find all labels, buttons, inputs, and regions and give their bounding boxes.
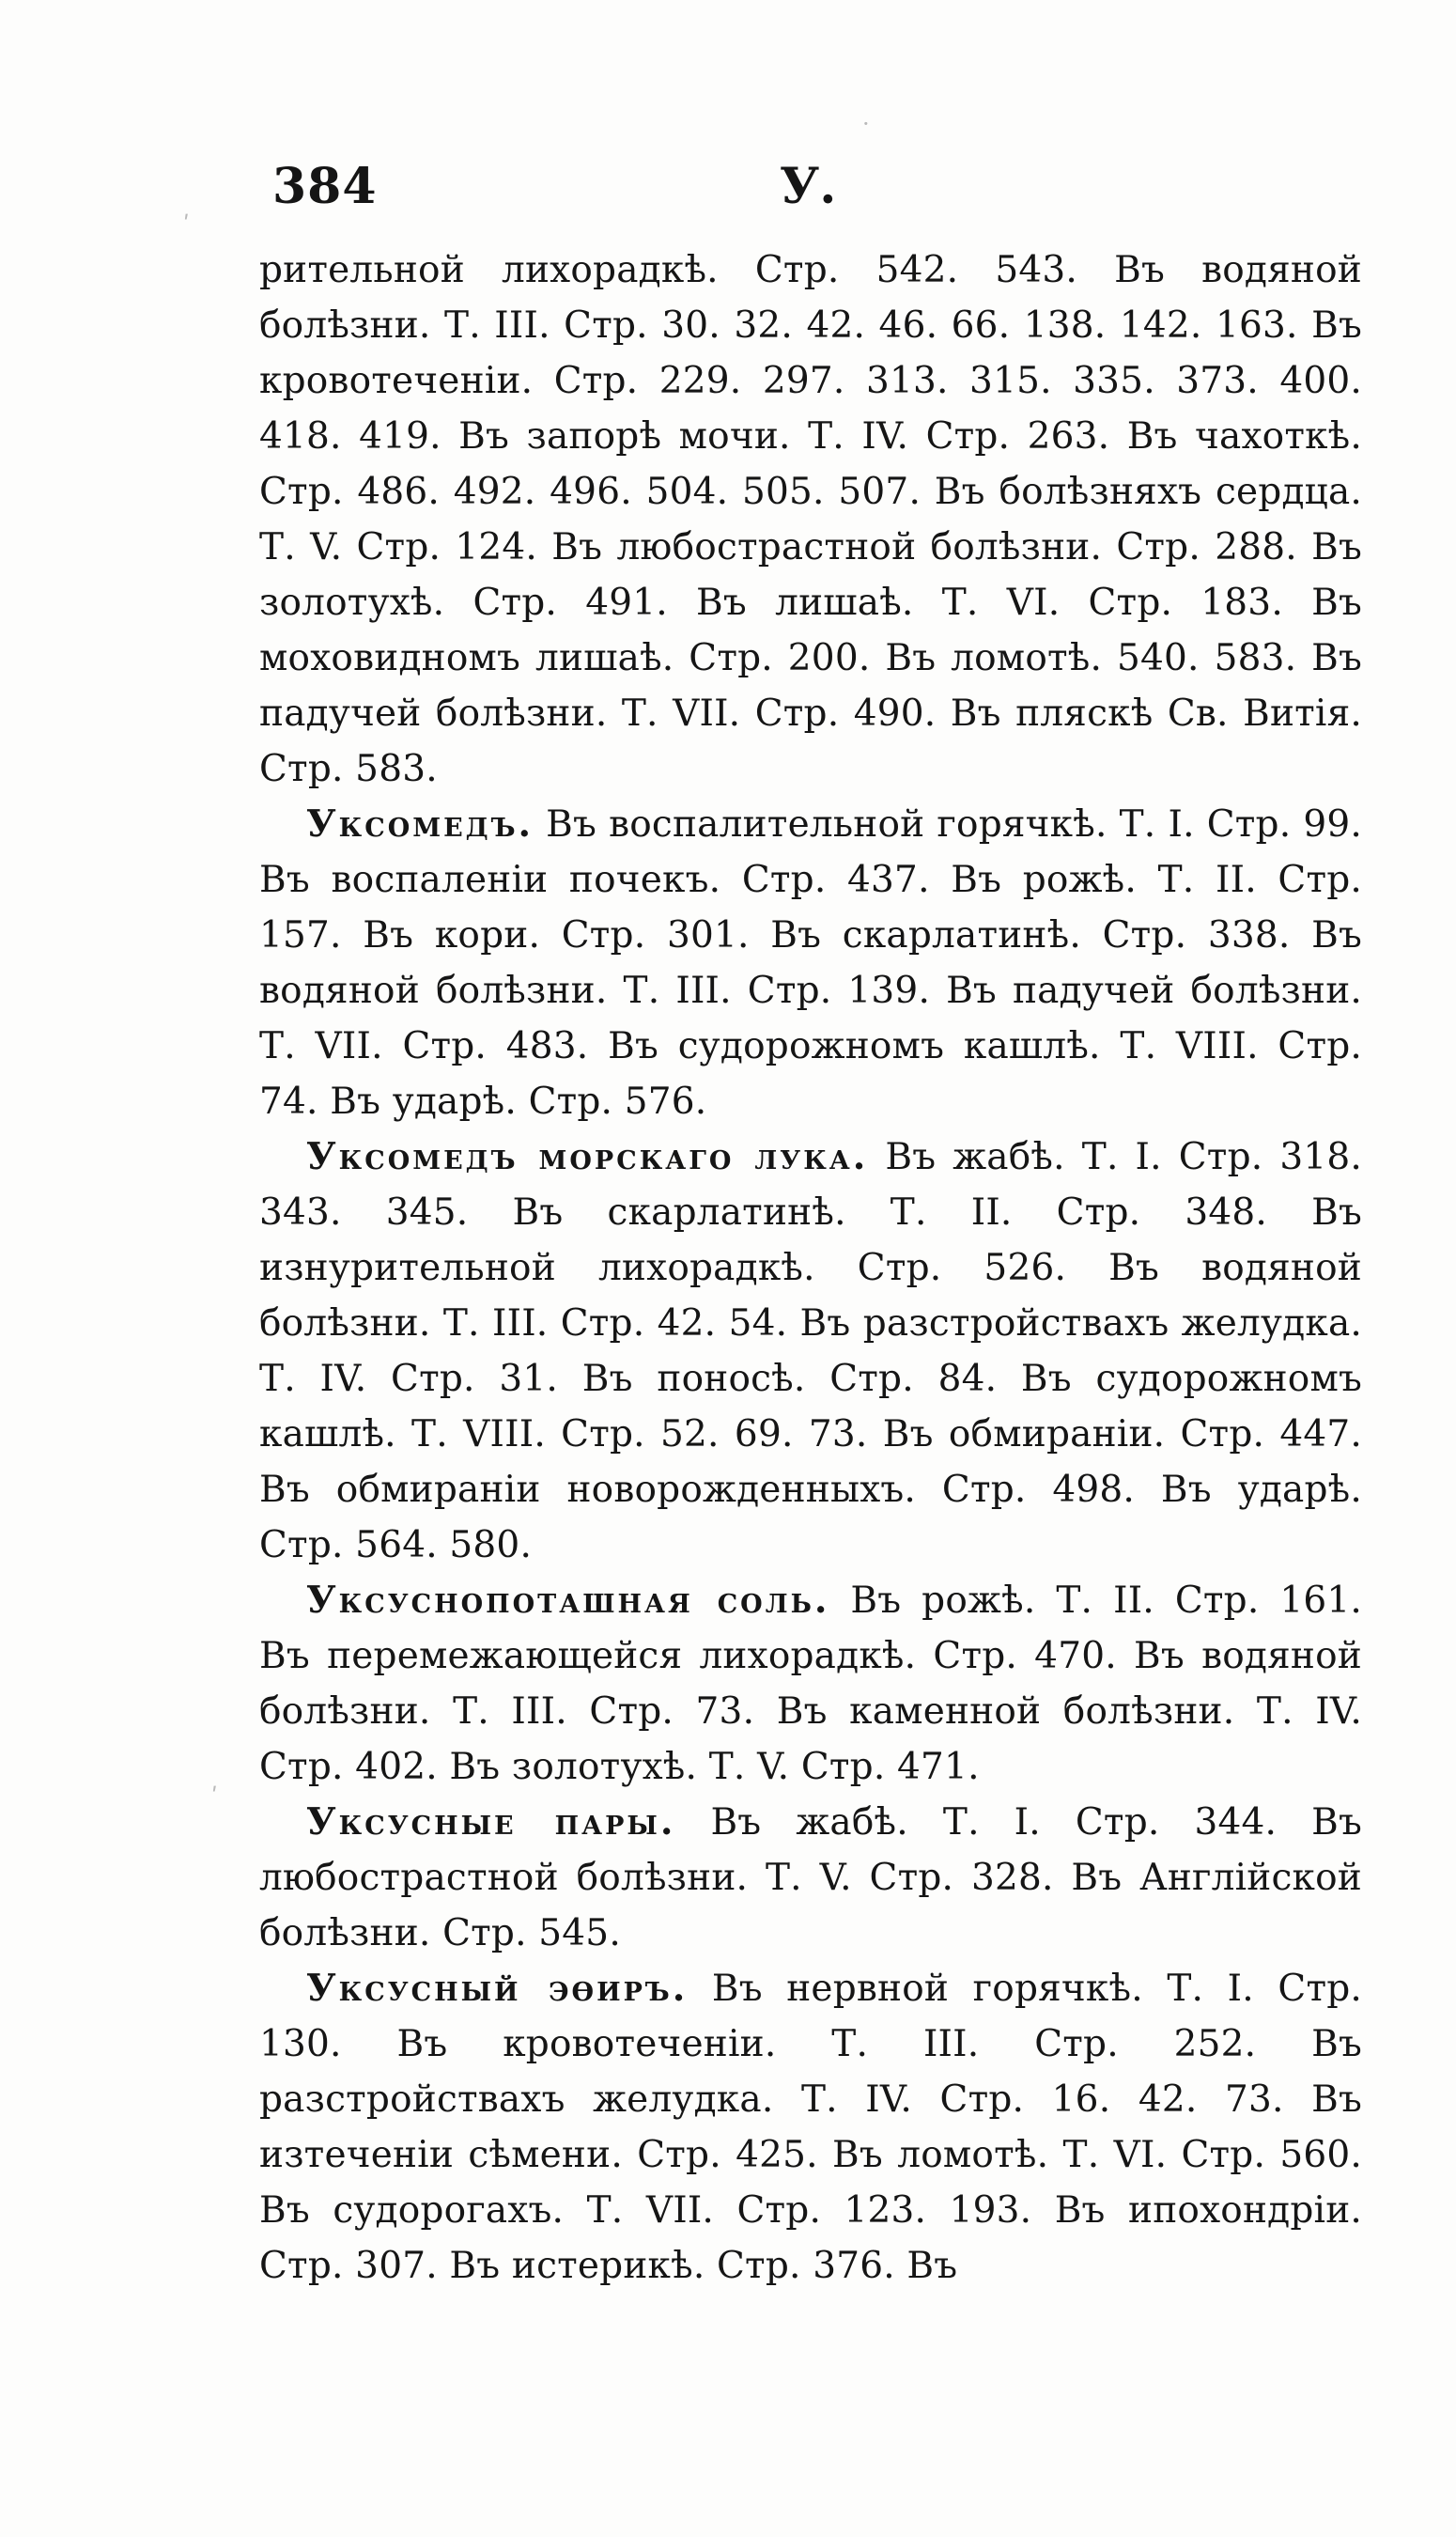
index-entry	[259, 1795, 1362, 1961]
document-page: ʹ · ʹ 384 У. рительной лихорадкѣ. Стр. 542. 543. Въ водяной болѣзни. Т. III. Стр. 30. 32. 42. 46. 66. 138. 142. 163. Въ кровотеченіи. Стр. 229. 297. 313. 315. 335. 373. 400. 418. 419. Въ запорѣ мочи. Т. IV. Стр. 263. Въ чахоткѣ. Стр. 486. 492. 496. 504. 505. 507. Въ болѣзняхъ сердца. Т. V. Стр. 124. Въ любострастной болѣзни. Стр. 288. Въ золотухѣ. Стр. 491. Въ лишаѣ. Т. VI. Стр. 183. Въ моховидномъ лишаѣ. Стр. 200. Въ ломотѣ. 540. 583. Въ падучей болѣзни. Т. VII. Стр. 490. Въ пляскѣ Св. Витія. Стр. 583. Уксомедъ. Въ воспалительной горячкѣ. Т. I. Стр. 99. Въ воспаленіи почекъ. Стр. 437. Въ рожѣ. Т. II. Стр. 157. Въ кори. Стр. 301. Въ скарлатинѣ. Стр. 338. Въ водяной болѣзни. Т. III. Стр. 139. Въ падучей болѣзни. Т. VII. Стр. 483. Въ судорожномъ кашлѣ. Т. VIII. Стр. 74. Въ ударѣ. Стр. 576. Уксомедъ морскаго лука. Въ жабѣ. Т. I. Стр. 318. 343. 345. Въ скарлатинѣ. Т. II. Стр. 348. Въ изнурительной лихорадкѣ. Стр. 526. Въ водяной болѣзни. Т. III. Стр. 42. 54. Въ разстройствахъ желудка. Т. IV. Стр. 31. Въ поносѣ. Стр. 84. Въ судорожномъ кашлѣ. Т. VIII. Стр. 52. 69. 73. Въ обмираніи. Стр. 447. Въ обмираніи новорожденныхъ. Стр. 498. Въ ударѣ. Стр. 564. 580. Уксуснопоташная соль. Въ рожѣ. Т. II. Стр. 161. Въ перемежающейся лихорадкѣ. Стр. 470. Въ водяной болѣзни. Т. III. Стр. 73. Въ каменной болѣзни. Т. IV. Стр. 402. Въ золотухѣ. Т. V. Стр. 471. Уксусные пары. Въ жабѣ. Т. I. Стр. 344. Въ любострастной болѣзни. Т. V. Стр. 328. Въ Англійской болѣзни. Стр. 545. Уксусный эѳиръ. Въ нервной горячкѣ. Т. I. Стр. 130. Въ кровотеченіи. Т. III. Стр. 252. Въ разстройствахъ желудка. Т. IV. Стр. 16. 42. 73. Въ изтеченіи сѣмени. Стр. 425. Въ ломотѣ. Т. VI. Стр. 560. Въ судорогахъ. Т. VII. Стр. 123. 193. Въ ипохондріи. Стр. 307. Въ истерикѣ. Стр. 376. Въ	[0, 0, 1456, 2537]
index-entry	[259, 797, 1362, 1129]
entry-lead: Уксуснопоташная соль.	[306, 1579, 830, 1622]
index-entry	[259, 1961, 1362, 2294]
index-entry	[259, 1129, 1362, 1573]
entry-text: Въ жабѣ. Т. I. Стр. 318. 343. 345. Въ скарлатинѣ. Т. II. Стр. 348. Въ изнурительной лихорадкѣ. Стр. 526. Въ водяной болѣзни. Т. III. Стр. 42. 54. Въ разстройствахъ желудка. Т. IV. Стр. 31. Въ поносѣ. Стр. 84. Въ судорожномъ кашлѣ. Т. VIII. Стр. 52. 69. 73. Въ обмираніи. Стр. 447. Въ обмираніи новорожденныхъ. Стр. 498. Въ ударѣ. Стр. 564. 580.	[259, 1136, 1362, 1566]
page-header	[263, 158, 1315, 224]
entry-lead: Уксомедъ морскаго лука.	[306, 1135, 869, 1178]
entry-lead: Уксомедъ.	[306, 802, 534, 846]
entry-lead: Уксусные пары.	[306, 1800, 676, 1844]
entry-lead: Уксусный эѳиръ.	[306, 1967, 689, 2010]
page-number: 384	[272, 158, 378, 215]
entry-text: Въ нервной горячкѣ. Т. I. Стр. 130. Въ кровотеченіи. Т. III. Стр. 252. Въ разстройствахъ желудка. Т. IV. Стр. 16. 42. 73. Въ изтеченіи сѣмени. Стр. 425. Въ ломотѣ. Т. VI. Стр. 560. Въ судорогахъ. Т. VII. Стр. 123. 193. Въ ипохондріи. Стр. 307. Въ истерикѣ. Стр. 376. Въ	[259, 1968, 1362, 2287]
running-head: У.	[780, 158, 837, 215]
index-entry	[259, 1573, 1362, 1795]
entry-text: Въ воспалительной горячкѣ. Т. I. Стр. 99. Въ воспаленіи почекъ. Стр. 437. Въ рожѣ. Т. II. Стр. 157. Въ кори. Стр. 301. Въ скарлатинѣ. Стр. 338. Въ водяной болѣзни. Т. III. Стр. 139. Въ падучей болѣзни. Т. VII. Стр. 483. Въ судорожномъ кашлѣ. Т. VIII. Стр. 74. Въ ударѣ. Стр. 576.	[259, 803, 1362, 1123]
entry-text: Въ жабѣ. Т. I. Стр. 344. Въ любострастной болѣзни. Т. V. Стр. 328. Въ Англійской болѣзни. Стр. 545.	[259, 1801, 1362, 1954]
index-text	[259, 242, 1362, 2294]
entry-text: рительной лихорадкѣ. Стр. 542. 543. Въ водяной болѣзни. Т. III. Стр. 30. 32. 42. 46. 66. 138. 142. 163. Въ кровотеченіи. Стр. 229. 297. 313. 315. 335. 373. 400. 418. 419. Въ запорѣ мочи. Т. IV. Стр. 263. Въ чахоткѣ. Стр. 486. 492. 496. 504. 505. 507. Въ болѣзняхъ сердца. Т. V. Стр. 124. Въ любострастной болѣзни. Стр. 288. Въ золотухѣ. Стр. 491. Въ лишаѣ. Т. VI. Стр. 183. Въ моховидномъ лишаѣ. Стр. 200. Въ ломотѣ. 540. 583. Въ падучей болѣзни. Т. VII. Стр. 490. Въ пляскѣ Св. Витія. Стр. 583.	[259, 249, 1362, 790]
entry-text: Въ рожѣ. Т. II. Стр. 161. Въ перемежающейся лихорадкѣ. Стр. 470. Въ водяной болѣзни. Т. III. Стр. 73. Въ каменной болѣзни. Т. IV. Стр. 402. Въ золотухѣ. Т. V. Стр. 471.	[259, 1580, 1362, 1788]
index-entry	[259, 242, 1362, 797]
